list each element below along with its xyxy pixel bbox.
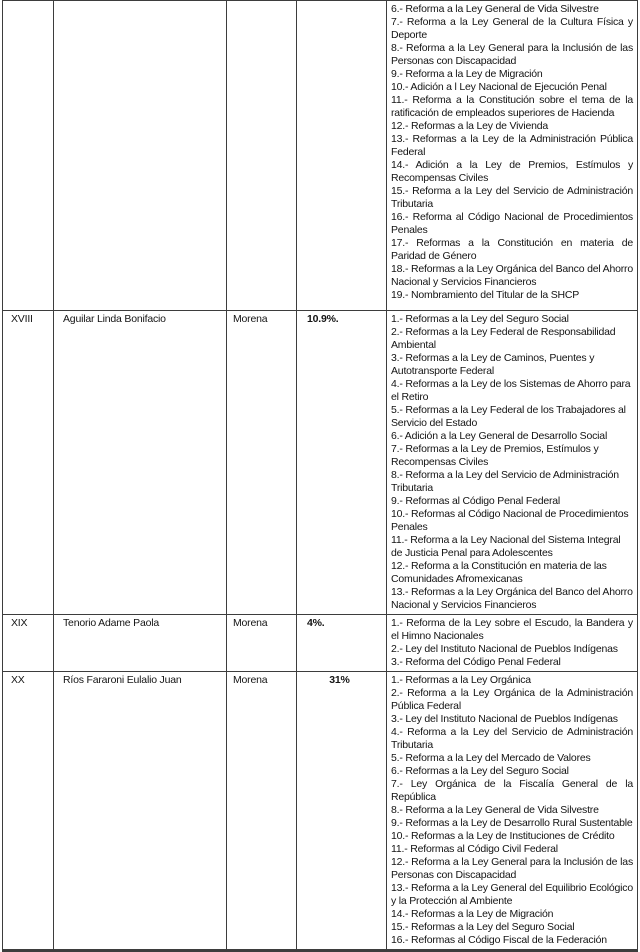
reform-item: 11.- Reforma a la Constitución sobre el tema de la ratificación de empleados superiores de Hacienda [391, 94, 633, 119]
reform-item: 12.- Reforma a la Constitución en materia de las Comunidades Afromexicanas [391, 560, 607, 585]
reform-item: 9.- Reforma a la Ley de Migración [391, 68, 543, 80]
reform-item: 10.- Reformas a la Ley de Instituciones de Crédito [391, 830, 615, 842]
numeral-cell [3, 1, 54, 311]
party-cell: Morena [227, 311, 297, 615]
percentage-cell [297, 1, 387, 311]
reform-item: 2.- Reforma a la Ley Orgánica de la Administración Pública Federal [391, 687, 633, 712]
table-row [3, 311, 638, 615]
legislators-table-body [3, 1, 638, 951]
reform-item: 7.- Ley Orgánica de la Fiscalía General de la República [391, 778, 633, 803]
reform-item: 6.- Adición a la Ley General de Desarrollo Social [391, 430, 608, 442]
name-cell: Tenorio Adame Paola [54, 615, 227, 672]
reform-item: 10.- Reformas al Código Nacional de Procedimientos Penales [391, 508, 629, 533]
reform-item: 8.- Reforma a la Ley General de Vida Silvestre [391, 804, 599, 816]
table-row [3, 672, 638, 951]
reform-item: 8.- Reforma a la Ley del Servicio de Administración Tributaria [391, 469, 619, 494]
reform-item: 13.- Reformas a la Ley de la Administración Pública Federal [391, 133, 633, 158]
table-row [3, 1, 638, 311]
reform-item: 18.- Reformas a la Ley Orgánica del Banco del Ahorro Nacional y Servicios Financieros [391, 263, 633, 288]
reforms-cell [387, 672, 638, 951]
percentage-cell: 10.9%. [297, 311, 387, 615]
reform-item: 5.- Reformas a la Ley Federal de los Trabajadores al Servicio del Estado [391, 404, 626, 429]
reform-item: 19.- Nombramiento del Titular de la SHCP [391, 289, 580, 301]
reform-item: 6.- Reforma a la Ley General de Vida Silvestre [391, 3, 599, 15]
party-cell: Morena [227, 615, 297, 672]
reform-item: 2.- Ley del Instituto Nacional de Pueblos Indígenas [391, 643, 618, 655]
reform-item: 15.- Reforma a la Ley del Servicio de Administración Tributaria [391, 185, 633, 210]
reform-item: 15.- Reformas a la Ley del Seguro Social [391, 921, 575, 933]
reform-item: 2.- Reformas a la Ley Federal de Responsabilidad Ambiental [391, 326, 616, 351]
reform-item: 12.- Reformas a la Ley de Vivienda [391, 120, 549, 132]
reform-item: 9.- Reformas al Código Penal Federal [391, 495, 561, 507]
reform-item: 4.- Reformas a la Ley de los Sistemas de Ahorro para el Retiro [391, 378, 631, 403]
reform-item: 16.- Reformas al Código Fiscal de la Federación [391, 934, 607, 946]
reforms-cell [387, 1, 638, 311]
reform-item: 1.- Reforma de la Ley sobre el Escudo, la Bandera y el Himno Nacionales [391, 617, 633, 642]
legislators-table [2, 0, 638, 952]
reform-item: 7.- Reforma a la Ley General de la Cultura Física y Deporte [391, 16, 633, 41]
reform-item: 11.- Reforma a la Ley Nacional del Sistema Integral de Justicia Penal para Adolescentes [391, 534, 621, 559]
reform-item: 17.- Reformas a la Constitución en materia de Paridad de Género [391, 237, 633, 262]
numeral-cell: XX [3, 672, 54, 951]
table-row [3, 615, 638, 672]
percentage-cell: 31% [297, 672, 387, 951]
reform-item: 14.- Adición a la Ley de Premios, Estímulos y Recompensas Civiles [391, 159, 633, 184]
reform-item: 3.- Reforma del Código Penal Federal [391, 656, 561, 668]
name-cell: Ríos Fararoni Eulalio Juan [54, 672, 227, 951]
reform-item: 1.- Reformas a la Ley Orgánica [391, 674, 531, 686]
reforms-cell [387, 311, 638, 615]
party-cell: Morena [227, 672, 297, 951]
reform-item: 13.- Reforma a la Ley General del Equilibrio Ecológico y la Protección al Ambiente [391, 882, 633, 907]
reform-item: 11.- Reformas al Código Civil Federal [391, 843, 558, 855]
reform-item: 6.- Reformas a la Ley del Seguro Social [391, 765, 569, 777]
name-cell: Aguilar Linda Bonifacio [54, 311, 227, 615]
reform-item: 9.- Reformas a la Ley de Desarrollo Rural Sustentable [391, 817, 633, 829]
party-cell [227, 1, 297, 311]
reform-item: 1.- Reformas a la Ley del Seguro Social [391, 313, 569, 325]
reform-item: 4.- Reforma a la Ley del Servicio de Administración Tributaria [391, 726, 633, 751]
reform-item: 14.- Reformas a la Ley de Migración [391, 908, 554, 920]
reform-item: 7.- Reformas a la Ley de Premios, Estímulos y Recompensas Civiles [391, 443, 599, 468]
reform-item: 12.- Reforma a la Ley General para la Inclusión de las Personas con Discapacidad [391, 856, 633, 881]
reform-item: 3.- Reformas a la Ley de Caminos, Puentes y Autotransporte Federal [391, 352, 595, 377]
reform-item: 13.- Reformas a la Ley Orgánica del Banco del Ahorro Nacional y Servicios Financieros [391, 586, 633, 611]
reforms-cell [387, 615, 638, 672]
reform-item: 16.- Reforma al Código Nacional de Procedimientos Penales [391, 211, 633, 236]
reform-item: 8.- Reforma a la Ley General para la Inclusión de las Personas con Discapacidad [391, 42, 633, 67]
name-cell [54, 1, 227, 311]
reform-item: 10.- Adición a l Ley Nacional de Ejecución Penal [391, 81, 607, 93]
percentage-cell: 4%. [297, 615, 387, 672]
reform-item: 5.- Reforma a la Ley del Mercado de Valores [391, 752, 591, 764]
numeral-cell: XVIII [3, 311, 54, 615]
reform-item: 3.- Ley del Instituto Nacional de Pueblos Indígenas [391, 713, 618, 725]
numeral-cell: XIX [3, 615, 54, 672]
